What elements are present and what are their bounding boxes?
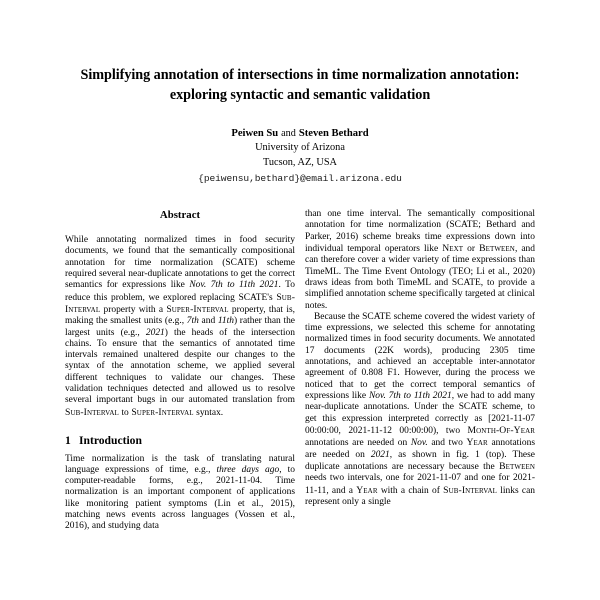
rc2-text-d: and two xyxy=(427,438,467,449)
section-title: Introduction xyxy=(79,434,142,447)
rc2-text-b: , we had to add many near-duplicate annotations. Under the SCATE scheme, to get this expression interpreted correctly as [2021-11-07 00:00:00, 2021-11-12 00:00:00), two xyxy=(305,391,535,436)
body-columns xyxy=(0,196,600,600)
abstract-text-h: to xyxy=(118,407,132,418)
rc2-text-a: Because the SCATE scheme covered the widest variety of time expressions, we selected this scheme for annotating normalized times in food security documents. We annotated 17 documents (22K words), producing 2305 time annotations, and achieved an acceptable inter-annotator agreement of 0.808 F1. However, during the process we noticed that to get the correct temporal semantics of expressions like xyxy=(305,311,535,401)
abstract-paragraph xyxy=(65,235,295,419)
rc2-text-c: annotations are needed on xyxy=(305,438,411,449)
abstract-smallcaps-4: Super-Interval xyxy=(131,406,194,418)
abstract-text-b: . To reduce this problem, we explored replacing SCATE's xyxy=(65,280,295,303)
rc2-smallcaps-year-1: Year xyxy=(466,437,488,449)
introduction-paragraph xyxy=(65,454,295,533)
rc-smallcaps-next: Next xyxy=(442,242,464,254)
right-second-paragraph xyxy=(305,312,535,508)
intro-text-b: , to computer-readable forms, e.g., 2021-11-04. Time normalization is an important component of applications like monitoring patient symptoms (Lin et al., 2015), matching news events across languages (Vossen et al., 2016), and studying data xyxy=(65,464,295,532)
author-first: Peiwen Su xyxy=(231,128,279,139)
abstract-heading: Abstract xyxy=(159,209,201,221)
abstract-text-a: While annotating normalized times in food security documents, we found that the semantically compositional annotation for time normalization (SCATE) scheme required several near-duplicate annotations to get the correct semantics for expressions like xyxy=(65,235,295,291)
abstract-text-i: syntax. xyxy=(193,407,224,418)
rc-text-b: or xyxy=(463,243,480,254)
author-block xyxy=(62,127,538,187)
rc2-italic-2: Nov. xyxy=(410,438,428,449)
affiliation: University of Arizona xyxy=(255,142,345,154)
left-column xyxy=(65,196,295,600)
rc2-text-g: needs two intervals, one for 2021-11-07 and one for 2021-11-11, and a xyxy=(305,473,535,496)
rc2-text-f: , as shown in fig. 1 (top). These duplicate annotations are necessary because the xyxy=(305,449,535,472)
title-block xyxy=(0,0,600,187)
rc2-smallcaps-month-of-year: Month-Of-Year xyxy=(467,424,535,436)
abstract-text-g: ) the heads of the intersection chains. To ensure that the semantics of annotated time intervals remained unaltered despite our changes to the syntax of the annotation scheme, we applied several different techniques to validate our changes. These validation techniques detected and allowed us to resolve several important bugs in our automated translation from xyxy=(65,327,295,406)
title-line-1: Simplifying annotation of intersections in time normalization annotation: xyxy=(80,67,520,83)
author-names xyxy=(62,127,538,141)
intro-text-a: Time normalization is the task of translating natural language expressions of time, e.g., xyxy=(65,453,295,475)
section-heading-introduction xyxy=(65,434,295,447)
abstract-text-f: ) rather than the largest units (e.g., xyxy=(65,316,295,338)
abstract-smallcaps-3: Sub-Interval xyxy=(65,406,119,418)
rc2-text-i: links can represent only a single xyxy=(305,485,535,507)
title-line-2: exploring syntactic and semantic validation xyxy=(169,86,431,103)
abstract-italic-1: Nov. 7th to 11th 2021 xyxy=(189,280,279,291)
author-email: {peiwensu,bethard}@email.arizona.edu xyxy=(198,173,402,185)
right-continued-paragraph xyxy=(305,209,535,312)
rc2-italic-3: 2021 xyxy=(370,449,390,460)
author-conjunction: and xyxy=(281,128,296,139)
abstract-smallcaps-1: Sub-Interval xyxy=(65,291,295,315)
abstract-italic-3: 11th xyxy=(217,316,234,327)
abstract-italic-4: 2021 xyxy=(145,327,165,338)
rc2-text-e: annotations are needed on xyxy=(305,438,535,460)
rc2-smallcaps-sub-interval: Sub-Interval xyxy=(443,484,498,496)
abstract-text-e: and xyxy=(198,316,218,327)
abstract-text-d: property, that is, making the smallest units (e.g., xyxy=(65,304,295,327)
right-column xyxy=(305,196,535,600)
abstract-smallcaps-2: Super-Interval xyxy=(166,303,229,315)
rc-text-c: , and can therefore cover a wider variety of time expressions than TimeML. The Time Event Ontology (TEO; Li et al., 2020) draws ideas from both TimeML and SCATE, to provide a simplified annotation scheme specifically targeted at clinical notes. xyxy=(305,243,535,311)
rc2-smallcaps-between: Between xyxy=(499,460,535,472)
author-second: Steven Bethard xyxy=(298,128,369,139)
rc-smallcaps-between: Between xyxy=(479,242,515,254)
rc-text-a: than one time interval. The semantically compositional annotation for time normalization (SCATE; Bethard and Parker, 2016) scheme breaks time expressions down into individual temporal operators like xyxy=(305,209,535,254)
abstract-italic-2: 7th xyxy=(186,316,199,327)
page-title xyxy=(62,66,538,105)
abstract-text-c: property with a xyxy=(100,304,167,315)
rc2-text-h: with a chain of xyxy=(377,485,444,496)
rc2-italic-1: Nov. 7th to 11th 2021 xyxy=(368,391,452,401)
rc2-smallcaps-year-2: Year xyxy=(356,484,378,496)
section-number: 1 xyxy=(65,434,71,447)
location: Tucson, AZ, USA xyxy=(262,156,337,168)
intro-italic-1: three days ago xyxy=(216,464,280,475)
